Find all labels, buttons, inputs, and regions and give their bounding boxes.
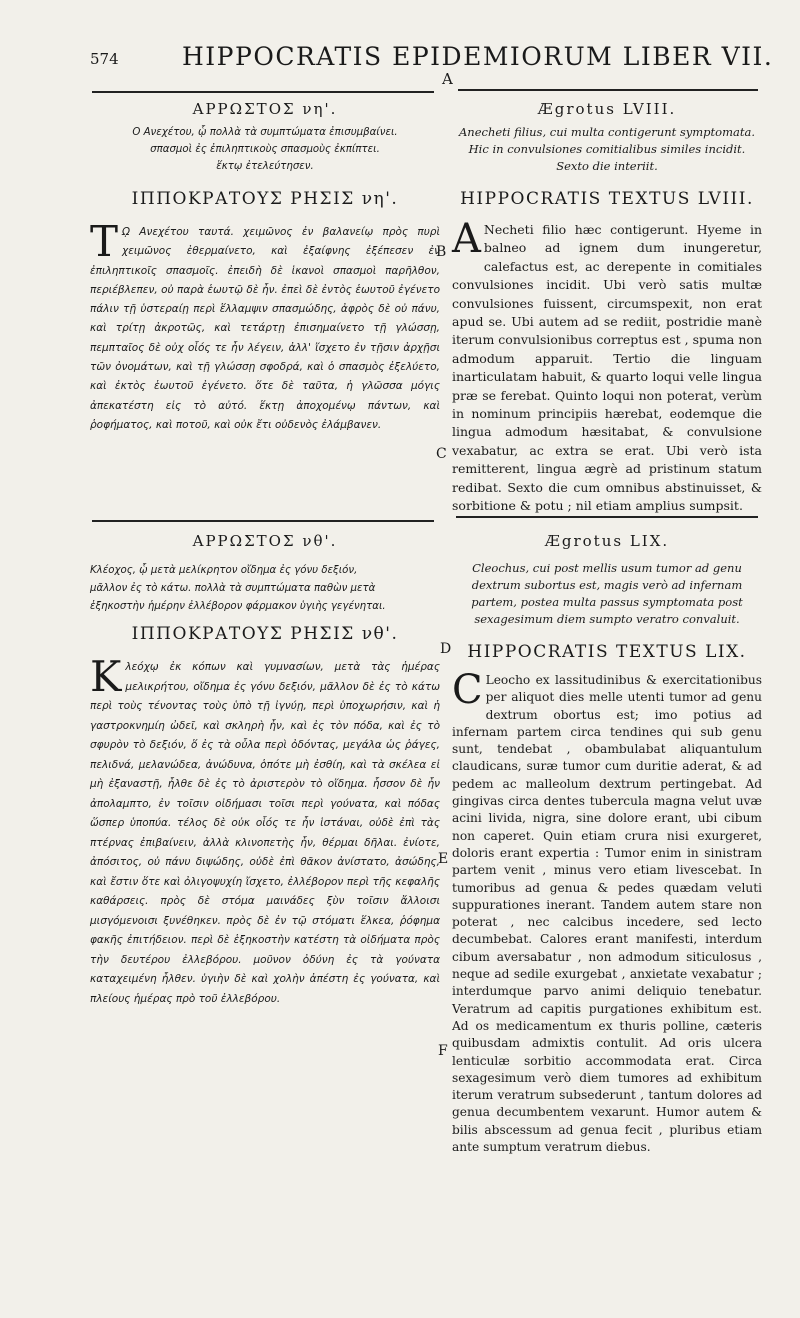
- intro-line: ἑξηκοστὴν ἡμέρην ἐλλέβορον φάρμακον ὑγιὴς γεγένηται.: [90, 601, 386, 612]
- case58-latin-column: [452, 100, 762, 516]
- header-rule-left: [92, 91, 434, 93]
- case59-greek-heading: ΑΡΡΩΣΤΟΣ νθ'.: [192, 532, 338, 550]
- drop-cap: C: [452, 667, 483, 713]
- drop-cap: Κ: [90, 652, 122, 701]
- intro-line: Ο Ανεχέτου, ᾧ πολλὰ τὰ συμπτώματα ἐπισυμβαίνει.: [132, 127, 398, 138]
- case58-greek-heading: ΑΡΡΩΣΤΟΣ νη'.: [192, 100, 338, 118]
- drop-cap: A: [452, 216, 481, 262]
- intro-line: Anecheti filius, cui multa contigerunt symptomata.: [458, 125, 755, 139]
- case58-latin-heading: Ægrotus LVIII.: [537, 100, 677, 118]
- intro-line: μᾶλλον ἐς τὸ κάτω. πολλὰ τὰ συμπτώματα παθὼν μετὰ: [90, 583, 376, 594]
- case58-latin-body: [452, 216, 762, 516]
- case58-greek-text-heading: ΙΠΠΟΚΡΑΤΟΥΣ ΡΗΣΙΣ νη'.: [131, 189, 399, 209]
- margin-letter-d: D: [440, 641, 452, 657]
- case59-greek-text-heading: ΙΠΠΟΚΡΑΤΟΥΣ ΡΗΣΙΣ νθ'.: [131, 624, 399, 644]
- intro-line: ἕκτῳ ἐτελεύτησεν.: [216, 161, 314, 172]
- running-title: HIPPOCRATIS EPIDEMIORUM LIBER VII.: [182, 42, 774, 71]
- body-text: λεόχῳ ἐκ κόπων καὶ γυμνασίων, μετὰ τὰς ἡμέρας μελικρήτου, οἴδημα ἐς γόνυ δεξιόν, μᾶλλον δὲ ἐς τὸ κάτω περὶ τοὺς τένοντας τοὺς ὑπὸ τῇ ἰγνύῃ, περὶ ὑποχωρήσιν, καὶ ἡ γαστροκνημίη ὠδεῖ, καὶ σκληρὴ ἦν, καὶ ἐς τὸν πόδα, καὶ ἐς τὸ σφυρὸν τὸ δεξιόν, ὅ ἐς τὰ οὖλα περὶ ὀδόντας, μεγάλα ὡς ῥάγες, πελιδνά, μελανώδεα, ἀνώδυνα, ὁπότε μὴ ἐσθίη, καὶ τὰ σκέλεα εἰ μὴ ἐξαναστῇ, ἦλθε δὲ ἐς τὸ ἀριστερὸν τὸ οἴδημα. ἧσσον δὲ ἦν ἀπολαμπτο, ἐν τοῖσιν οἰδήμασι τοῖσι περὶ γούνατα, καὶ πόδας ὥσπερ ὑποπύα. τέλος δὲ οὐκ οἷός τε ἦν ἱστάναι, οὐδὲ ἐπὶ τὰς πτέρνας ἐπιβαίνειν, ἀλλὰ κλινοπετὴς ἦν, θέρμαι δῆλαι. ἐνίοτε, ἀπόσιτος, οὐ πάνυ διψώδης, οὐδὲ ἐπὶ θᾶκον ἀνίστατο, ἀσώδης, καὶ ἔστιν ὅτε καὶ ὀλιγοψυχίη ἴσχετο, ἐλλέβορον περὶ τῆς κεφαλῆς καθάρσεις. πρὸς δὲ στόμα μαινάδες ξὺν τοῖσιν ἄλλοισι μισγόμενοισι ξυνέθηκεν. πρὸς δὲ ἐν τῷ στόματι ἕλκεα, ῥόφημα φακῆς ἐπιτήδειον. περὶ δὲ ἑξηκοστὴν κατέστη τὰ οἰδήματα πρὸς τὴν δευτέρου ἐλλεβόρου. μοῦνον ὀδύνη ἐς τὰ γούνατα καταχειμένη ἦλθεν. ὑγιὴν δὲ καὶ χολὴν ἀπέστη ἐς γούνατα, καὶ πλείους ἡμέρας πρὸ τοῦ ἐλλεβόρου.: [90, 661, 440, 1005]
- case58-greek-body: [90, 217, 440, 435]
- section-rule-right: [456, 516, 758, 518]
- case59-greek-body: [90, 652, 440, 1009]
- case58-latin-text-heading: HIPPOCRATIS TEXTUS LVIII.: [460, 189, 754, 209]
- case59-latin-heading: Ægrotus LIX.: [544, 532, 670, 550]
- case59-greek-intro: [90, 562, 440, 616]
- case59-latin-column: [452, 532, 762, 1156]
- case59-latin-body: [452, 667, 762, 1156]
- margin-letter-c: C: [436, 446, 447, 462]
- body-text: Necheti filio hæc contigerunt. Hyeme in balneo ad ignem dum inungeretur, calefactus est, ac derepente in comitiales convulsiones incidit. Ubi verò satis multæ convulsiones fuissent, circumspexit, non erat apud se. Ubi autem ad se rediit, postridie manè iterum convulsionibus correptus est , spuma non admodum apparuit. Tertio die linguam inarticulatam habuit, & quarto loqui velle lingua præ se ferebat. Quinto loqui non poterat, verùm in nominum principiis hærebat, eodemque die lingua admodum hæsitabat, & convulsione vexabatur, ac extra se erat. Ubi verò ista remitterent, lingua ægrè ad pristinum statum redibat. Sexto die cum omnibus abstinuisset, & sorbitione & potu ; nil etiam amplius sumpsit.: [452, 222, 762, 514]
- case59-latin-text-heading: HIPPOCRATIS TEXTUS LIX.: [467, 642, 747, 662]
- margin-letter-e: E: [438, 851, 449, 867]
- case58-greek-intro: [90, 124, 440, 175]
- margin-letter-b: B: [436, 244, 447, 260]
- margin-letter-f: F: [438, 1043, 448, 1059]
- case58-greek-column: [90, 100, 440, 435]
- intro-line: σπασμοὶ ἐς ἐπιληπτικοὺς σπασμοὺς ἐκπίπτει.: [150, 144, 380, 155]
- case59-greek-column: [90, 532, 440, 1009]
- section-rule-left: [92, 520, 434, 522]
- header-rule-right: [458, 89, 758, 91]
- section-mark: A: [442, 70, 453, 88]
- drop-cap: Τ: [90, 217, 119, 266]
- intro-line: Sexto die interiit.: [556, 159, 658, 173]
- intro-line: Κλέοχος, ᾧ μετὰ μελίκρητον οἴδημα ἐς γόνυ δεξιόν,: [90, 565, 358, 576]
- case58-latin-intro: [452, 124, 762, 175]
- body-text: ῼ Ανεχέτου ταυτά. χειμῶνος ἐν βαλανείῳ πρὸς πυρὶ χειμῶνος ἐθερμαίνετο, καὶ ἐξαίφνης ἐξέπεσεν ἐν ἐπιληπτικοῖς σπασμοῖς. ἐπειδὴ δὲ ἱκανοὶ σπασμοὶ παρῆλθον, περιέβλεπεν, οὐ παρὰ ἑωυτῷ δὲ ἦν. ἐπεὶ δὲ ἐντὸς ἑωυτοῦ ἐγένετο πάλιν τῇ ὑστεραίῃ περὶ ἕλλαμψιν σπασμώδης, ἀφρὸς δὲ οὐ πάνυ, καὶ τρίτῃ ἀκροτῶς, καὶ τετάρτῃ ἐπισημαίνετο τῇ γλώσσῃ, πεμπταῖος δὲ οὐχ οἷός τε ἦν λέγειν, ἀλλ' ἴσχετο ἐν τῇσιν ἀρχῇσι τῶν ὀνομάτων, καὶ τῇ γλώσσῃ σφοδρά, καὶ ὁ σπασμὸς ἐξελύετο, καὶ ἐκτὸς ἑωυτοῦ ἐγένετο. ὅτε δὲ ταῦτα, ἡ γλῶσσα μόγις ἀπεκατέστη εἰς τὸ αὐτό. ἕκτῃ ἀποχομένῳ πάντων, καὶ ῥοφήματος, καὶ ποτοῦ, καὶ οὐκ ἔτι οὐδενὸς ἐλάμβανεν.: [90, 226, 440, 431]
- intro-line: Cleochus, cui post mellis usum tumor ad genu dextrum subortus est, magis verò ad infernam partem, postea multa passus symptomata post sexagesimum diem sumpto veratro convaluit.: [471, 561, 743, 626]
- body-text: Leocho ex lassitudinibus & exercitationibus per aliquot dies melle utenti tumor ad genu dextrum obortus est; imo potius ad infernam partem circa tendines qui sub genu sunt, tendebat , obambulabat aliquantulum claudicans, suræ tumor cum duritie aderat, & ad pedem ac malleolum dextrum pertingebat. Ad gingivas circa dentes tubercula magna velut uvæ acini livida, nigra, sine dolore erant, ubi cibum non caperet. Quin etiam crura nisi exurgeret, doloris erant expertia : Tumor enim in sinistram partem venit , minus vero etiam livescebat. In tumoribus ad genua & pedes quædam veluti suppurationes inerant. Tandem autem stare non poterat , nec calcibus incedere, sed lecto decumbebat. Calores erant manifesti, interdum cibum aversabatur , non admodum siticulosus , neque ad sedile exurgebat , anxietate vexabatur ; interdumque parvo animi deliquio tenebatur. Veratrum ad capitis purgationes exhibitum est. Ad os medicamentum ex thuris polline, cæteris quibusdam admixtis contulit. Ad oris ulcera lenticulæ sorbitio accommodata erat. Circa sexagesimum verò diem tumores ad exhibitum iterum veratrum subsederunt , tantum dolores ad genua decumbentem vexarunt. Humor autem & bilis abscessum ad genua fecit , pluribus etiam ante sumptum veratrum diebus.: [452, 673, 762, 1155]
- case59-latin-intro: [452, 560, 762, 628]
- intro-line: Hic in convulsiones comitialibus similes incidit.: [468, 142, 746, 156]
- page-header: [90, 40, 774, 88]
- page-number: 574: [90, 50, 119, 68]
